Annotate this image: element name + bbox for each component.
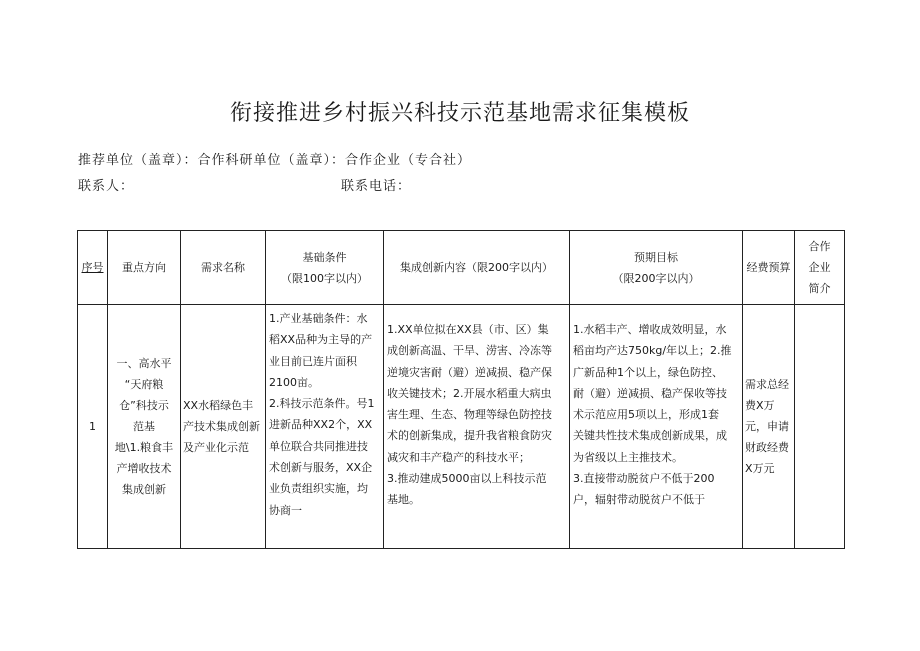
cell-budget [743,305,795,549]
cell-line: 逆境灾害耐（避）逆减损、稳产保 [387,365,552,379]
cell-line: 收关键技术；2.开展水稻重大病虫 [387,386,552,400]
cell-line: 3.直接带动脱贫户不低于200 [573,472,715,486]
contact-line [78,175,412,194]
cell-basis [266,305,384,549]
header-budget: 经费预算 [743,231,795,305]
cell-line: 术的创新集成，提升我省粮食防灾 [387,429,552,443]
cell-line: 1.产业基础条件：水 [269,312,368,325]
cell-line: 财政经费 [745,441,789,454]
header-goal-title: 预期目标 [634,250,678,264]
cell-line: 稻亩均产达750kg/年以上；2.推 [573,344,732,358]
cell-line: 基地。 [387,493,420,507]
cell-line: 为省级以上主推技术。 [573,450,683,464]
cell-line: 关键共性技术集成创新成果，成 [573,429,727,443]
cell-line: 产技术集成创新 [183,420,260,433]
cell-line: 进新品种XX2个，XX [269,418,373,432]
header-basis-limit: （限100字以内） [281,271,368,285]
header-basis [266,231,384,305]
cell-line: 业负责组织实施，均 [269,482,368,496]
cell-seq: 1 [78,305,108,549]
cell-line: 范基 [133,420,155,433]
cell-line: 2100亩。 [269,375,319,389]
cell-line: 及产业化示范 [183,441,249,454]
cell-innovation [384,305,570,549]
recommending-units-line: 推荐单位（盖章）：合作科研单位（盖章）：合作企业（专合社） [78,153,472,168]
cell-line: 费X万 [745,399,775,412]
cell-goal [570,305,743,549]
cell-line: 2.科技示范条件。号1 [269,397,375,411]
cell-company-intro [795,305,845,549]
cell-line: 术创新与服务，XX企 [269,461,373,475]
cell-line: 地\1.粮食丰 [114,441,174,454]
header-company-line1: 合作 [808,240,831,253]
cell-line: 业目前已连片面积 [269,354,357,368]
header-direction: 重点方向 [108,231,181,305]
header-name: 需求名称 [181,231,266,305]
cell-line: 需求总经 [745,378,789,391]
header-basis-title: 基础条件 [302,250,347,264]
cell-line: 3.推动建成5000亩以上科技示范 [387,472,547,486]
cell-line: 协商一 [269,503,302,517]
header-company-line2: 企业 [808,261,831,274]
cell-line: 元，申请 [745,420,789,433]
cell-line: 仓”科技示 [119,399,169,412]
cell-line: 户，辐射带动脱贫户不低于 [573,493,705,507]
table-row [78,305,845,549]
cell-line: X万元 [745,462,775,475]
cell-line: 术示范应用5项以上，形成1套 [573,408,719,422]
cell-line: 稻XX品种为主导的产 [269,333,373,347]
cell-line: “天府粮 [124,378,164,391]
cell-direction [108,305,181,549]
header-company-line3: 简介 [808,282,831,295]
cell-demand-name [181,305,266,549]
cell-line: 产增收技术 [116,462,172,475]
cell-line: 害生理、生态、物理等绿色防控技 [387,408,552,422]
header-seq: 序号 [78,231,108,305]
cell-line: 减灾和丰产稳产的科技水平； [387,450,530,464]
cell-line: 耐（避）逆减损、稳产保收等技 [573,386,727,400]
demand-table [77,230,845,549]
cell-line: 成创新高温、干旱、涝害、冷冻等 [387,344,552,358]
header-innovation: 集成创新内容（限200字以内） [384,231,570,305]
table-header-row [78,231,845,305]
cell-line: 广新品种1个以上，绿色防控、 [573,365,723,379]
cell-line: 单位联合共同推进技 [269,439,368,453]
cell-line: XX水稻绿色丰 [183,399,254,412]
header-goal-limit: （限200字以内） [612,271,700,285]
header-goal [570,231,743,305]
contact-person-label: 联系人： [78,179,135,194]
page-title: 衔接推进乡村振兴科技示范基地需求征集模板 [229,101,690,126]
cell-line: 1.XX单位拟在XX县（市、区）集 [387,323,549,336]
header-company [795,231,845,305]
contact-phone-label: 联系电话： [341,179,412,194]
cell-line: 1.水稻丰产、增收成效明显，水 [573,323,727,336]
cell-line: 一、高水平 [116,357,172,370]
cell-line: 集成创新 [122,483,166,496]
